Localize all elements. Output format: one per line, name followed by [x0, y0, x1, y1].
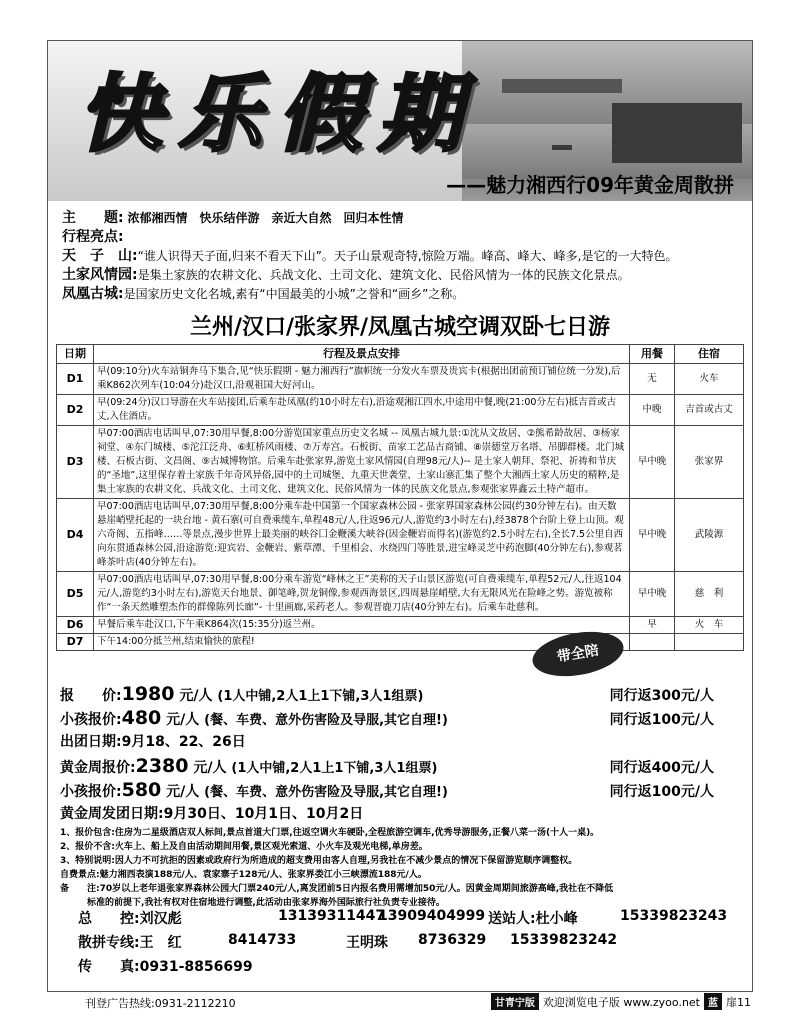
header-day: 日期 — [57, 345, 94, 364]
table-row — [57, 395, 744, 426]
page-number: 扉11 — [726, 995, 751, 1009]
price-row — [60, 707, 744, 731]
stilt-house — [612, 103, 742, 163]
departure-dates-text: 出团日期:9月18、22、26日 — [60, 734, 246, 750]
contact-section — [78, 908, 738, 980]
note-line: 3、特别说明:因人力不可抗拒的因素或政府行为所造成的超支费用由客人自理,另我社在不减少景点的情况下保留游览顺序调整权。 — [60, 856, 578, 866]
escort-badge: 带全陪 — [529, 625, 627, 682]
note-line: 自费景点:魅力湘西表演188元/人、袁家寨子128元/人、张家界娄江小三峡漂流188元/人。 — [60, 870, 427, 880]
price-row — [60, 779, 744, 803]
price-unit: 元/人 — [166, 784, 200, 800]
stay-cell: 火 车 — [675, 617, 744, 634]
price-value: 2380 — [135, 755, 189, 777]
day-cell: D5 — [57, 572, 94, 617]
price-value: 580 — [121, 779, 162, 801]
schedule-table — [56, 344, 744, 651]
table-row — [57, 364, 744, 395]
highlight-item — [62, 285, 742, 304]
price-value: 1980 — [121, 683, 175, 705]
hero-banner — [48, 41, 752, 201]
meal-cell: 早中晚 — [630, 572, 675, 617]
theme-text: 浓郁湘西情 快乐结伴游 亲近大自然 回归本性情 — [127, 211, 404, 225]
price-label: 小孩报价: — [60, 712, 122, 728]
highlight-label: 土家风情园: — [62, 267, 138, 283]
contact-phone: 15339823242 — [510, 932, 618, 948]
fax: 传 真:0931-8856699 — [78, 959, 253, 975]
agent-rebate: 同行返100元/人 — [609, 784, 714, 800]
note-line: 备 注:70岁以上老年退张家界森林公园大门票240元/人,离发团前5日内报名费用需增加50元/人。因黄金周期间旅游高峰,我社在不降低 — [60, 884, 614, 894]
highlight-label: 凤凰古城: — [62, 286, 124, 302]
meal-cell: 早 — [630, 617, 675, 634]
stay-cell — [675, 634, 744, 651]
table-row — [57, 572, 744, 617]
highlights-label: 行程亮点: — [62, 229, 124, 245]
note-line: 1、报价包含:住房为二星级酒店双人标间,景点首道大门票,往返空调火车硬卧,全程旅游空调车,优秀导游服务,正餐八菜一汤(十人一桌)。 — [60, 828, 600, 838]
stay-cell: 武陵源 — [675, 499, 744, 572]
agent-rebate: 同行返400元/人 — [609, 760, 714, 776]
day-cell: D6 — [57, 617, 94, 634]
route-title: 兰州/汉口/张家界/凤凰古城空调双卧七日游 — [189, 315, 611, 340]
table-row — [57, 617, 744, 634]
itinerary-cell: 早07:00酒店电话叫早,07:30用早餐,8:00分游览国家重点历史文名城 -- 凤凰古城九景:①沈从文故居、②熊希龄故居、③杨家祠堂、④东门城楼、⑤沱江泛舟、⑥虹桥风雨楼、⑦万寿宫。石板街、苗家工艺品古商铺、⑧崇德堂万名塔、吊脚群楼。北门城楼、石板古街、文昌阁、⑨古城博物馆。后乘车赴张家界,游览土家风情园(自理98元/人)-- 是土家人朝拜、祭祀、祈祷和节庆的“圣地”,这里保存着土家族千年奇风异俗,园中的土司城堡、九重天世袭堂、土家山寨汇集了整个大湘西土家人历史的精粹,是集土家族的农耕文化、兵战文化、土司文化、建筑文化、民俗风情为一体的民族文化景点,参观张家界鑫云土特产超市。 — [94, 426, 630, 499]
hill-village — [502, 79, 622, 93]
itinerary-cell: 早07:00酒店电话叫早,07:30用早餐,8:00分乘车游览“峰林之王”美称的天子山景区游览(可自费乘缆车,单程52元/人,往返104元/人,游览约3小时左右),游览天台地景、御笔峰,贺龙铜像,参观西海景区,四周悬崖峭壁,大有无限风光在险峰之势。游览被称作“一条天然雕塑杰作的群像陈列长廊”- 十里画廊,采药老人。参观晋鹿刀店(40分钟左右)。后乘车赴慈利。 — [94, 572, 630, 617]
stay-cell: 吉首或古丈 — [675, 395, 744, 426]
price-section — [60, 683, 744, 827]
highlights-row — [62, 228, 742, 247]
stay-cell: 张家界 — [675, 426, 744, 499]
meal-cell: 早中晚 — [630, 499, 675, 572]
contact-row — [78, 932, 738, 956]
table-row — [57, 426, 744, 499]
contact-phone: 8736329 — [418, 932, 487, 948]
contact-phone: 8414733 — [228, 932, 297, 948]
contact-phone: 13909404999 — [378, 908, 486, 924]
price-note: (餐、车费、意外伤害险及导服,其它自理!) — [204, 785, 448, 800]
price-unit: 元/人 — [166, 712, 200, 728]
contact-row — [78, 908, 738, 932]
contact-phone: 13139311447 — [278, 908, 386, 924]
price-note: (1人中铺,2人1上1下铺,3人1组票) — [217, 689, 424, 704]
itinerary-cell: 早(09:24分)汉口导游在火车站接团,后乘车赴凤凰(约10小时左右),沿途观湘江四水,中途用中餐,晚(21:00分左右)抵吉首或古丈,入住酒店。 — [94, 395, 630, 426]
table-row — [57, 499, 744, 572]
ad-hotline: 刊登广告热线:0931-2112210 — [85, 997, 236, 1010]
stay-cell: 火车 — [675, 364, 744, 395]
day-cell: D4 — [57, 499, 94, 572]
price-label: 小孩报价: — [60, 784, 122, 800]
note-line: 2、报价不含:火车上、船上及自由活动期间用餐,景区观光索道、小火车及观光电梯,单房差。 — [60, 842, 428, 852]
table-row — [57, 634, 744, 651]
itinerary-cell: 早餐后乘车赴汉口,下午乘K864次(15:35分)返兰州。 — [94, 617, 630, 634]
price-row — [60, 683, 744, 707]
theme-row — [62, 209, 742, 228]
theme-label: 主 题: — [62, 210, 124, 226]
meal-cell — [630, 634, 675, 651]
highlight-text: 是集土家族的农耕文化、兵战文化、土司文化、建筑文化、民俗风情为一体的民族文化景点。 — [137, 268, 630, 282]
price-value: 480 — [121, 707, 162, 729]
day-cell: D7 — [57, 634, 94, 651]
contact-label: 散拼专线:王 红 — [78, 935, 182, 951]
departure-dates — [60, 731, 744, 755]
agent-rebate: 同行返100元/人 — [609, 712, 714, 728]
schedule-header-row — [57, 345, 744, 364]
price-label: 黄金周报价: — [60, 760, 136, 776]
header-stay: 住宿 — [675, 345, 744, 364]
website-text: 欢迎浏览电子版 www.zyoo.net — [542, 995, 700, 1009]
golden-week-dates — [60, 803, 744, 827]
itinerary-cell: 早07:00酒店电话叫早,07:30用早餐,8:00分乘车赴中国第一个国家森林公园 - 张家界国家森林公园(约30分钟左右)。由天数悬崖峭壁托起的一块台地 - 黄石寨(可自费乘缆车,单程48元/人,往返96元/人,游览约3小时左右),经3878个台阶上登上山顶。观六奇阁、五指峰……等景点,漫步世界上最美丽的峡谷囗金鞭溪大峡谷(因金鞭岩而得名)(游览约2.5小时左右),全长7.5公里自西向东贯通森林公园,沿途游览:迎宾岩、金鞭岩、紫草潭、千里相会、水绕四门等胜景,进宝峰灵芝中药泡脚(40分钟左右),参观茗峰茶叶店(40分钟左右)。 — [94, 499, 630, 572]
note-line: 标准的前提下,我社有权对住宿地进行调整,此活动由张家界海外国际旅行社负责专业接待。 — [60, 898, 445, 908]
page-frame — [47, 40, 753, 992]
stay-cell: 慈 利 — [675, 572, 744, 617]
boat — [552, 145, 572, 150]
day-cell: D3 — [57, 426, 94, 499]
golden-week-dates-text: 黄金周发团日期:9月30日、10月1日、10月2日 — [60, 806, 364, 822]
agent-rebate: 同行返300元/人 — [609, 688, 714, 704]
contact-label: 送站人:杜小峰 — [488, 911, 578, 927]
price-unit: 元/人 — [193, 760, 227, 776]
contact-label: 王明珠 — [346, 935, 388, 951]
subtitle: ——魅力湘西行09年黄金周散拼 — [446, 173, 734, 197]
contact-label: 总 控:刘汉彪 — [78, 911, 182, 927]
highlight-item — [62, 266, 742, 285]
day-cell: D1 — [57, 364, 94, 395]
meal-cell: 无 — [630, 364, 675, 395]
meal-cell: 早中晚 — [630, 426, 675, 499]
intro-section — [62, 209, 742, 304]
header-meal: 用餐 — [630, 345, 675, 364]
highlight-text: “谁人识得天子面,归来不看天下山”。天子山景观奇特,惊险万端。峰高、峰大、峰多,是它的一大特色。 — [137, 249, 678, 263]
highlight-label: 天 子 山: — [62, 248, 138, 264]
price-label: 报 价: — [60, 688, 122, 704]
highlight-item — [62, 247, 742, 266]
highlight-text: 是国家历史文化名城,素有“中国最美的小城”之誉和“画乡”之称。 — [123, 287, 465, 301]
notes-section — [60, 826, 740, 910]
contact-row — [78, 956, 738, 980]
header-itinerary: 行程及景点安排 — [94, 345, 630, 364]
edition-label: 甘青宁版 — [491, 993, 539, 1010]
main-title: 快乐假期 — [78, 64, 479, 163]
day-cell: D2 — [57, 395, 94, 426]
meal-cell: 中晚 — [630, 395, 675, 426]
itinerary-cell: 早(09:10分)火车站铜奔马下集合,见“快乐假期 - 魅力湘西行”旗帜统一分发火车票及贵宾卡(根据出团前预订铺位统一分发),后乘K862次列车(10:04分)赴汉口,沿观祖国大好河山。 — [94, 364, 630, 395]
page-footer — [491, 993, 751, 1010]
contact-phone: 15339823243 — [620, 908, 728, 924]
itinerary-cell: 下午14:00分抵兰州,结束愉快的旅程! — [94, 634, 630, 651]
page-box: 蓝 — [704, 993, 722, 1010]
price-note: (餐、车费、意外伤害险及导服,其它自理!) — [204, 713, 448, 728]
price-note: (1人中铺,2人1上1下铺,3人1组票) — [231, 761, 438, 776]
price-unit: 元/人 — [179, 688, 213, 704]
price-row — [60, 755, 744, 779]
